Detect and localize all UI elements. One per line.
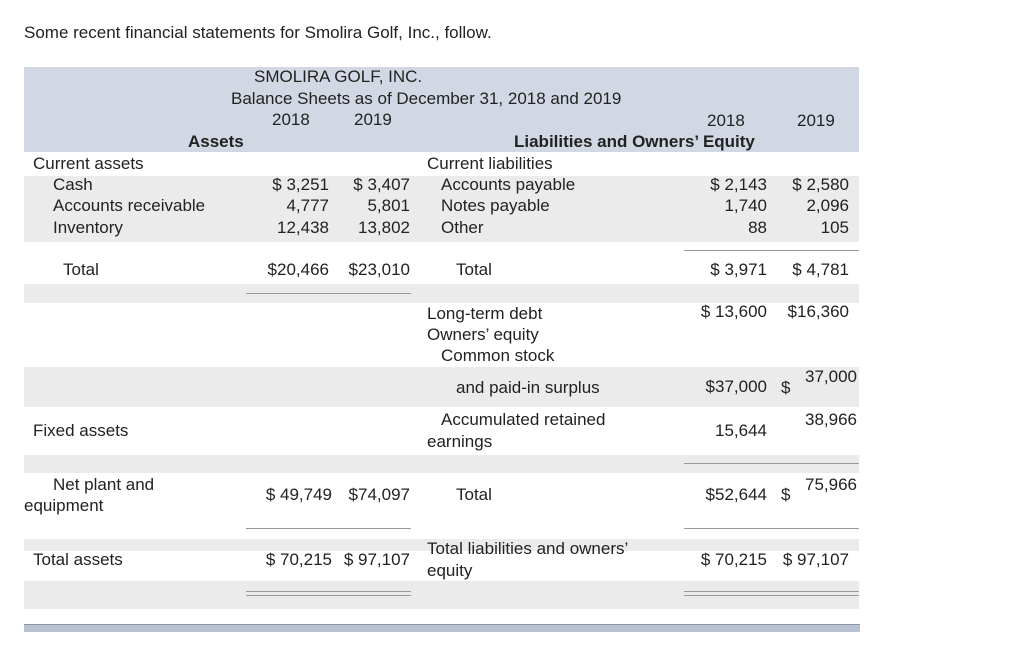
left-year-2018: 2018 bbox=[272, 110, 310, 129]
payable-2019: $ 2,580 bbox=[792, 175, 849, 194]
equity-total-2019: 75,966 bbox=[805, 475, 857, 494]
notes-2018: 1,740 bbox=[724, 196, 767, 215]
inventory-2018: 12,438 bbox=[277, 218, 329, 237]
retained-label: Accumulated retained bbox=[441, 410, 606, 429]
assets-total-rule bbox=[246, 293, 411, 294]
current-assets-label: Current assets bbox=[33, 154, 144, 173]
liab-current-rule bbox=[684, 250, 859, 251]
inventory-2019: 13,802 bbox=[358, 218, 410, 237]
right-year-2018: 2018 bbox=[707, 111, 745, 130]
payable-2018: $ 2,143 bbox=[710, 175, 767, 194]
fixed-total-rule bbox=[246, 528, 411, 529]
common-stock-2019-sign: $ bbox=[781, 378, 791, 397]
balance-sheet-table bbox=[24, 67, 859, 627]
owners-equity-label: Owners’ equity bbox=[427, 325, 539, 344]
intro-text: Some recent financial statements for Smolira Golf, Inc., follow. bbox=[24, 23, 492, 42]
total-assets-2018: $ 70,215 bbox=[265, 550, 332, 569]
current-liabilities-label: Current liabilities bbox=[427, 154, 553, 173]
total-assets-2019: $ 97,107 bbox=[343, 550, 410, 569]
grand-total-2019: $ 97,107 bbox=[782, 550, 849, 569]
fixed-assets-label: Fixed assets bbox=[33, 421, 129, 440]
payable-label: Accounts payable bbox=[441, 175, 576, 194]
current-liab-total-2018: $ 3,971 bbox=[710, 260, 767, 279]
retained-2018: 15,644 bbox=[715, 421, 767, 440]
current-liab-total-2019: $ 4,781 bbox=[792, 260, 849, 279]
current-assets-total-2019: $23,010 bbox=[348, 260, 410, 279]
stripe-after-total bbox=[24, 284, 859, 303]
notes-label: Notes payable bbox=[441, 196, 550, 215]
common-stock-2018: $37,000 bbox=[705, 377, 767, 396]
liab-double-rule-2 bbox=[684, 595, 859, 596]
assets-heading: Assets bbox=[188, 132, 244, 151]
cash-label: Cash bbox=[53, 175, 93, 194]
assets-double-rule-2 bbox=[246, 595, 411, 596]
equity-total-2018: $52,644 bbox=[705, 485, 767, 504]
paid-in-surplus-label: and paid-in surplus bbox=[456, 378, 600, 397]
cash-2018: $ 3,251 bbox=[272, 175, 329, 194]
cash-2019: $ 3,407 bbox=[353, 175, 410, 194]
net-plant-2019: $74,097 bbox=[348, 485, 410, 504]
other-label: Other bbox=[441, 218, 484, 237]
receivable-2019: 5,801 bbox=[367, 196, 410, 215]
retained-2019: 38,966 bbox=[805, 410, 857, 429]
other-2019: 105 bbox=[820, 218, 849, 237]
inventory-label: Inventory bbox=[53, 218, 123, 237]
equity-total-label: Total bbox=[456, 485, 492, 504]
liab-double-rule-1 bbox=[684, 591, 859, 592]
equity-rule bbox=[684, 463, 859, 464]
grand-total-label: Total liabilities and owners’ bbox=[427, 539, 629, 558]
left-year-2019: 2019 bbox=[354, 110, 392, 129]
sheet-subtitle: Balance Sheets as of December 31, 2018 and 2019 bbox=[231, 89, 622, 108]
grand-total-2018: $ 70,215 bbox=[700, 550, 767, 569]
current-assets-total-2018: $20,466 bbox=[267, 260, 329, 279]
other-2018: 88 bbox=[748, 218, 767, 237]
receivable-label: Accounts receivable bbox=[53, 196, 206, 215]
liabilities-heading: Liabilities and Owners’ Equity bbox=[514, 132, 755, 151]
notes-2019: 2,096 bbox=[806, 196, 849, 215]
grand-total-label-2: equity bbox=[427, 561, 473, 580]
total-assets-label: Total assets bbox=[33, 550, 123, 569]
net-plant-2018: $ 49,749 bbox=[265, 485, 332, 504]
current-assets-total-label: Total bbox=[63, 260, 99, 279]
long-term-debt-2018: $ 13,600 bbox=[700, 302, 767, 321]
stripe-after-fixed bbox=[24, 455, 859, 473]
retained-label-2: earnings bbox=[427, 432, 493, 451]
company-name: SMOLIRA GOLF, INC. bbox=[254, 67, 423, 86]
assets-double-rule-1 bbox=[246, 591, 411, 592]
current-liab-total-label: Total bbox=[456, 260, 492, 279]
long-term-debt-label: Long-term debt bbox=[427, 304, 543, 323]
table-footer-bar bbox=[24, 624, 860, 632]
common-stock-label: Common stock bbox=[441, 346, 555, 365]
receivable-2018: 4,777 bbox=[286, 196, 329, 215]
net-plant-label-2: equipment bbox=[24, 496, 104, 515]
net-plant-label: Net plant and bbox=[53, 475, 155, 494]
equity-total-rule bbox=[684, 528, 859, 529]
long-term-debt-2019: $16,360 bbox=[787, 302, 849, 321]
equity-total-2019-sign: $ bbox=[781, 485, 791, 504]
right-year-2019: 2019 bbox=[797, 111, 835, 130]
common-stock-2019: 37,000 bbox=[805, 367, 857, 386]
